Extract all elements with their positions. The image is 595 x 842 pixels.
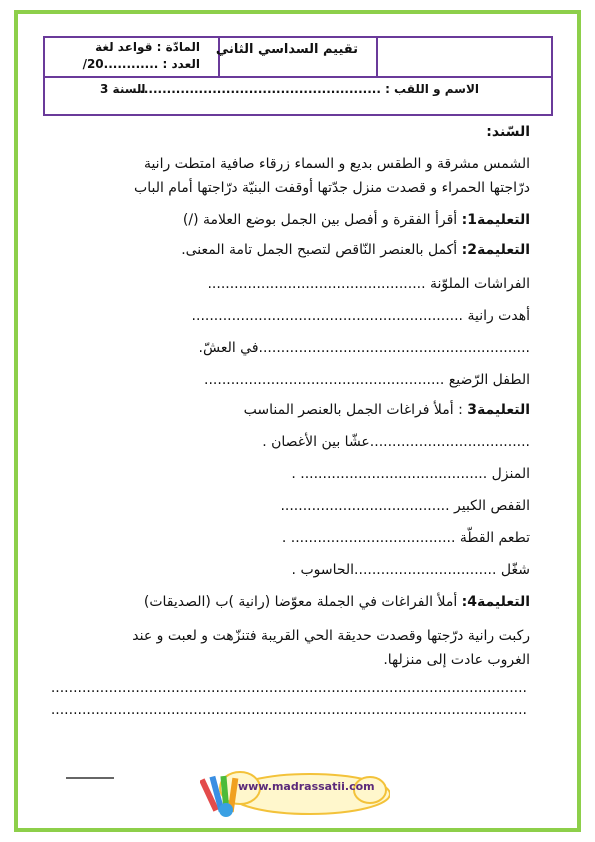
task2-label: التعليمة2: bbox=[461, 242, 530, 258]
task1 bbox=[183, 212, 530, 228]
task4 bbox=[144, 594, 530, 610]
answer-line: ........................................................................................................... bbox=[50, 680, 527, 696]
task3-label: التعليمة3 bbox=[467, 402, 530, 418]
page-title: تقييم السداسي الثاني bbox=[215, 42, 358, 57]
task3-item: تطعم القطّة ..................................... . bbox=[281, 530, 530, 546]
cloud-pencils-logo bbox=[200, 768, 390, 818]
website-link[interactable]: www.madrassatii.com bbox=[238, 780, 375, 793]
title-cell bbox=[215, 38, 378, 76]
blank-cell bbox=[378, 38, 551, 76]
task3-item: شغّل ................................الحاسوب . bbox=[291, 562, 530, 578]
task2-text: أكمل بالعنصر النّاقص لتصبح الجمل تامة المعنى. bbox=[181, 242, 458, 258]
grade-label: العدد : ............20/ bbox=[82, 57, 200, 71]
task4-label: التعليمة4: bbox=[461, 594, 530, 610]
text2-line-2: الغروب عادت إلى منزلها. bbox=[383, 652, 530, 668]
task3-item: المنزل .......................................... . bbox=[291, 466, 530, 482]
task2-item: .............................................................في العشّ. bbox=[198, 340, 530, 356]
answer-line: ........................................................................................................... bbox=[50, 702, 527, 718]
task3-item: ....................................عشّا بين الأغصان . bbox=[262, 434, 530, 450]
task3 bbox=[244, 402, 530, 418]
task3-text: : أملأ فراغات الجمل بالعنصر المناسب bbox=[243, 402, 463, 418]
text-line-1: الشمس مشرقة و الطقس بديع و السماء زرقاء صافية امتطت رانية bbox=[143, 156, 530, 172]
text2-line-1: ركبت رانية درّجتها وقصدت حديقة الحي القريبة فتنزّهت و لعبت و عند bbox=[132, 628, 530, 644]
name-field: الاسم و اللقب : ..................................................... bbox=[139, 82, 479, 96]
header-box bbox=[43, 36, 553, 116]
task1-label: التعليمة1: bbox=[461, 212, 530, 228]
text-label: السّند: bbox=[486, 124, 530, 140]
task2-item: أهدت رانية ............................................................. bbox=[191, 308, 530, 324]
task2 bbox=[181, 242, 530, 258]
task3-item: القفص الكبير ...................................... bbox=[280, 498, 530, 514]
subject-cell bbox=[45, 38, 220, 76]
task1-text: أقرأ الفقرة و أفصل بين الجمل بوضع العلامة (/) bbox=[182, 212, 458, 228]
task4-text: أملأ الفراغات في الجملة معوّضا (رانية )ب (الصديقات) bbox=[143, 594, 458, 610]
task2-item: الطفل الرّضيع ...................................................... bbox=[204, 372, 530, 388]
subject-label: المادّة : قواعد لغة bbox=[95, 40, 200, 54]
header-top-row bbox=[45, 38, 551, 78]
text-line-2: درّاجتها الحمراء و قصدت منزل جدّتها أوقفت البنيّة درّاجتها أمام الباب bbox=[134, 180, 530, 196]
task2-item: الفراشات الملوّنة ................................................. bbox=[207, 276, 530, 292]
level-label: السنة 3 bbox=[100, 82, 146, 96]
footer-rule bbox=[66, 777, 114, 779]
